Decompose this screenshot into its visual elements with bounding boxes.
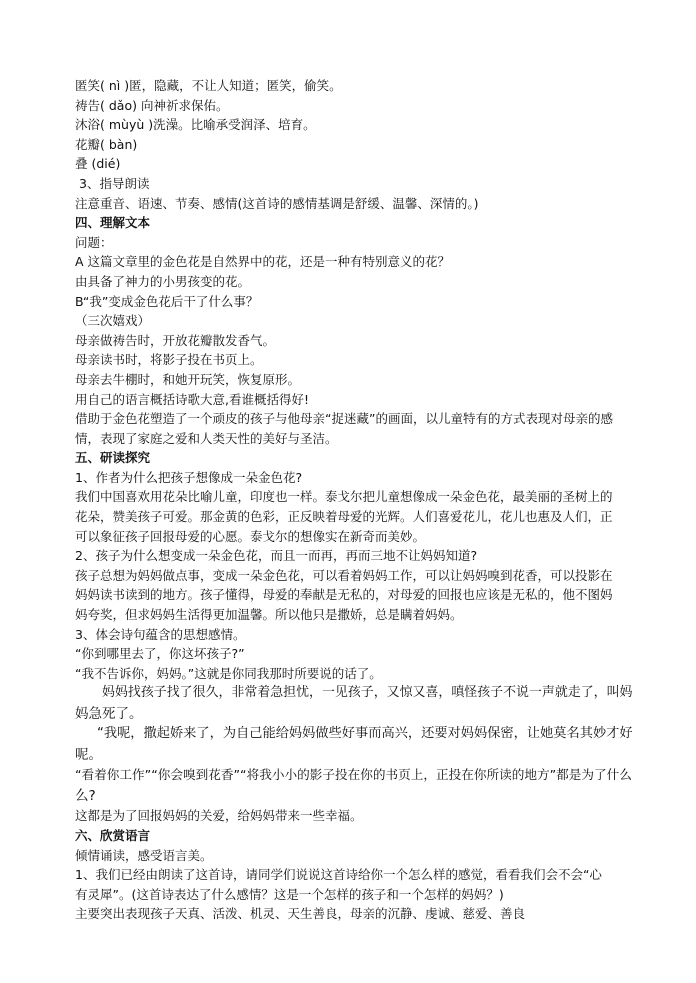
text-line: 祷告( dǎo) 向神祈求保佑。: [75, 97, 229, 113]
text-line: 花瓣( bàn): [75, 136, 138, 152]
text-line: 倾情诵读，感受语言美。: [75, 847, 213, 863]
text-line: 母亲做祷告时，开放花瓣散发香气。: [75, 332, 276, 348]
text-line: 用自己的语言概括诗歌大意,看谁概括得好!: [75, 391, 309, 407]
text-line: “你到哪里去了，你这坏孩子?”: [75, 646, 245, 662]
text-line: 么?: [75, 787, 96, 804]
section-heading: 五、研读探究: [75, 450, 151, 466]
text-line: 匿笑( nì )匿，隐藏，不让人知道；匿笑，偷笑。: [75, 78, 342, 93]
text-line: 情，表现了家庭之爱和人类天性的美好与圣洁。: [75, 430, 338, 446]
text-line: “我不告诉你，妈妈。”这就是你同我那时所要说的话了。: [75, 665, 382, 681]
text-line: 借助于金色花塑造了一个顽皮的孩子与他母亲“捉迷藏”的画面，以儿童特有的方式表现对母亲的感: [75, 411, 613, 427]
text-line: 妈妈找孩子找了很久，非常着急担忧，一见孩子，又惊又喜，嗔怪孩子不说一声就走了，叫妈: [102, 685, 633, 701]
text-line: 1、我们已经由朗读了这首诗，请同学们说说这首诗给你一个怎么样的感觉，看看我们会不会“心: [75, 867, 602, 883]
text-line: 妈急死了。: [75, 705, 143, 722]
text-line: 沐浴( mùyù )洗澡。比喻承受润泽、培育。: [75, 117, 316, 133]
text-line: 呢。: [75, 746, 102, 763]
text-line: 这都是为了回报妈妈的关爱，给妈妈带来一些幸福。: [75, 808, 363, 824]
text-line: 妈妈读书读到的地方。孩子懂得，母爱的奉献是无私的，对母爱的回报也应该是无私的，他不图妈: [75, 587, 613, 603]
section-heading: 六、欣赏语言: [75, 828, 151, 843]
text-line: 2、孩子为什么想变成一朵金色花，而且一而再，再而三地不让妈妈知道?: [75, 548, 478, 564]
text-line: 母亲读书时，将影子投在书页上。: [75, 352, 263, 368]
text-line: 花朵，赞美孩子可爱。那金黄的色彩，正反映着母爱的光辉。人们喜爱花儿，花儿也惠及人们，正: [75, 509, 613, 525]
text-line: 由具备了神力的小男孩变的花。: [75, 273, 251, 289]
text-line: 我们中国喜欢用花朵比喻儿童，印度也一样。泰戈尔把儿童想像成一朵金色花，最美丽的圣树上的: [75, 489, 613, 505]
text-line: A 这篇文章里的金色花是自然界中的花，还是一种有特别意义的花？: [75, 254, 451, 270]
text-line: 主要突出表现孩子天真、活泼、机灵、天生善良，母亲的沉静、虔诚、慈爱、善良: [75, 906, 526, 922]
text-line: 母亲去牛棚时，和她开玩笑，恢复原形。: [75, 371, 301, 387]
text-line: 3、体会诗句蕴含的思想感情。: [75, 626, 246, 642]
text-line: 妈夸奖，但求妈妈生活得更加温馨。所以他只是撒娇，总是瞒着妈妈。: [75, 607, 463, 623]
document-body: [75, 76, 635, 924]
text-line: 注意重音、语速、节奏、感情(这首诗的感情基调是舒缓、温馨、深情的。): [75, 195, 479, 211]
text-line: 可以象征孩子回报母爱的心愿。泰戈尔的想像实在新奇而美妙。: [75, 528, 426, 544]
text-line: “我呢，撒起娇来了，为自己能给妈妈做些好事而高兴，还要对妈妈保密，让她莫名其妙才好: [97, 726, 633, 742]
text-line: 问题：: [75, 234, 113, 250]
text-line: 叠 (dié): [75, 156, 121, 172]
text-line: 1、作者为什么把孩子想像成一朵金色花?: [75, 469, 303, 485]
text-line: 孩子总想为妈妈做点事，变成一朵金色花，可以看着妈妈工作，可以让妈妈嗅到花香，可以投影在: [75, 567, 613, 583]
section-heading: 四、理解文本: [75, 215, 151, 231]
text-line: （三次嬉戏）: [75, 313, 151, 329]
text-line: 有灵犀”。(这首诗表达了什么感情？这是一个怎样的孩子和一个怎样的妈妈？): [75, 886, 504, 902]
text-line: B“我”变成金色花后干了什么事？: [75, 293, 259, 309]
text-line: 3、指导朗读: [79, 175, 150, 191]
text-line: “看着你工作”“你会嗅到花香”“将我小小的影子投在你的书页上，正投在你所读的地方”都是为了什么: [75, 767, 632, 783]
